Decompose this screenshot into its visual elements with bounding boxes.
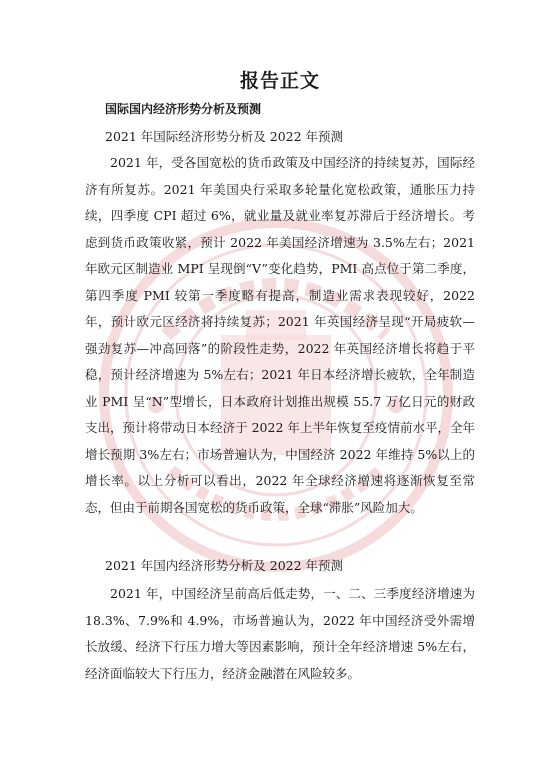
section-heading: 国际国内经济形势分析及预测 [105, 102, 262, 116]
paragraph-domestic: 2021 年，中国经济呈前高后低走势，一、二、三季度经济增速为 18.3%、7.9%和 4.9%，市场普遍认为，2022 年中国经济受外需增长放缓、经济下行压力增大等因素影响，预计全年经济增速 5%左右，经济面临较大下行压力，经济金融潜在风险较多。 [85, 586, 475, 681]
page-title: 报告正文 [239, 70, 320, 92]
subsection-heading-international: 2021 年国际经济形势分析及 2022 年预测 [105, 129, 344, 144]
paragraph-international: 2021 年，受各国宽松的货币政策及中国经济的持续复苏，国际经济有所复苏。2021 年美国央行采取多轮量化宽松政策，通胀压力持续，四季度 CPI 超过 6%，就业量及就业率复苏滞后于经济增长。考虑到货币政策收紧，预计 2022 年美国经济增速为 3.5%左右；2021 年欧元区制造业 MPI 呈现倒“V”变化趋势，PMI 高点位于第二季度，第四季度 PMI 较第一季度略有提高，制造业需求表现较好，2022 年，预计欧元区经济将持续复苏；2021 年英国经济呈现“开局疲软—强劲复苏—冲高回落”的阶段性走势，2022 年英国经济增长将趋于平稳，预计经济增速为 5%左右；2021 年日本经济增长疲软，全年制造业 PMI 呈“N”型增长，日本政府计划推出规模 55.7 万亿日元的财政支出，预计将带动日本经济于 2022 年上半年恢复至疫情前水平，全年增长预期 3%左右；市场普遍认为，中国经济 2022 年维持 5%以上的增长率。以上分析可以看出，2022 年全球经济增速将逐渐恢复至常态，但由于前期各国宽松的货币政策，全球“滞胀”风险加大。 [85, 155, 475, 515]
subsection-heading-domestic: 2021 年国内经济形势分析及 2022 年预测 [105, 558, 344, 573]
